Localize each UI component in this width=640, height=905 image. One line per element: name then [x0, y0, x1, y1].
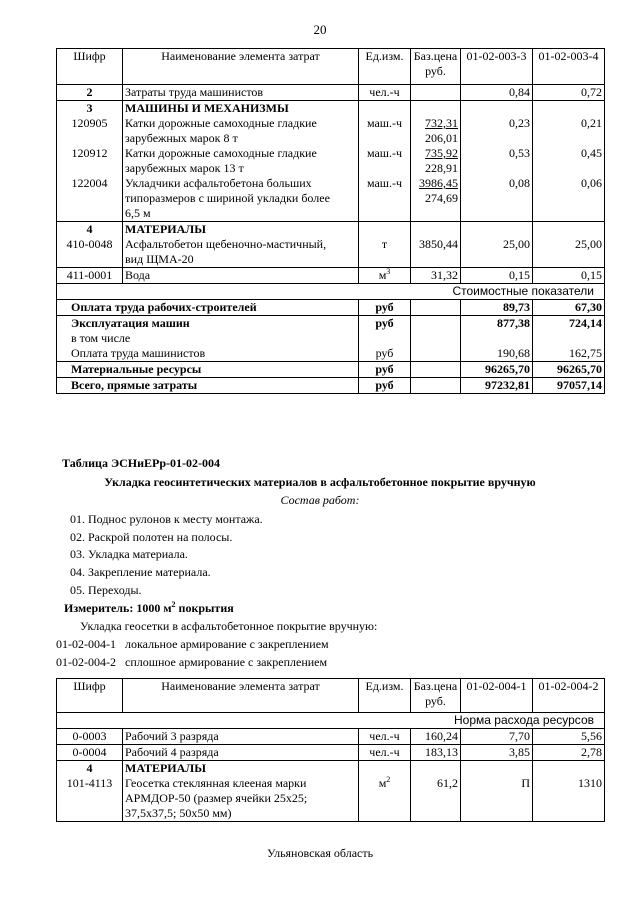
- cost-label: Материальные ресурсы: [57, 362, 359, 378]
- row-code: 2: [57, 85, 123, 101]
- table-row: [57, 729, 605, 745]
- row-name-line: типоразмеров с шириной укладки более: [125, 191, 330, 205]
- row-price: [411, 146, 461, 176]
- row-unit: [359, 268, 411, 284]
- header-code: Шифр: [57, 679, 123, 713]
- unit-superscript: 3: [386, 267, 391, 276]
- section-name: МАТЕРИАЛЫ: [123, 761, 359, 777]
- row-value-a: 25,00: [461, 237, 533, 268]
- empty-cell: [411, 331, 461, 346]
- unit-text: м: [378, 268, 387, 282]
- row-price: 61,2: [411, 776, 461, 822]
- resource-table-2: [56, 678, 605, 822]
- empty-cell: [533, 101, 605, 117]
- cost-value-b: 724,14: [533, 316, 605, 332]
- empty-cell: [461, 761, 533, 777]
- row-price: 3850,44: [411, 237, 461, 268]
- row-price: [411, 85, 461, 101]
- variant-code: 01-02-004-2: [56, 655, 116, 669]
- header-price: Баз.цена руб.: [411, 49, 461, 85]
- row-unit: маш.-ч: [359, 146, 411, 176]
- table-row: [57, 776, 605, 822]
- row-name: [123, 237, 359, 268]
- table-row: [57, 745, 605, 761]
- composition-label: Состав работ:: [280, 493, 360, 507]
- row-name-line: зарубежных марок 13 т: [125, 161, 244, 175]
- row-code: 101-4113: [57, 776, 123, 822]
- row-value-b: 0,45: [533, 146, 605, 176]
- empty-cell: [461, 222, 533, 238]
- row-name-line: Катки дорожные самоходные гладкие: [125, 116, 317, 130]
- empty-cell: [533, 331, 605, 346]
- table-row: [57, 237, 605, 268]
- section-name: МАТЕРИАЛЫ: [123, 222, 359, 238]
- row-name: Затраты труда машинистов: [123, 85, 359, 101]
- cost-label: Всего, прямые затраты: [57, 378, 359, 394]
- row-value-b: 25,00: [533, 237, 605, 268]
- table-row: [57, 268, 605, 284]
- section-row-machines: [57, 101, 605, 117]
- work-step: 02. Раскрой полотен на полосы.: [70, 530, 233, 544]
- section-code: 4: [57, 761, 123, 777]
- cost-value-b: 97057,14: [533, 378, 605, 394]
- price-secondary: 206,01: [425, 131, 458, 145]
- row-price: 183,13: [411, 745, 461, 761]
- page-number: 20: [313, 22, 327, 37]
- meter-superscript: 2: [171, 600, 176, 609]
- row-code: 0-0004: [57, 745, 123, 761]
- row-value-a: 0,08: [461, 176, 533, 222]
- intro-line: Укладка геосетки в асфальтобетонное покрытие вручную:: [80, 619, 378, 633]
- header-code: Шифр: [57, 49, 123, 85]
- row-name: Рабочий 4 разряда: [123, 745, 359, 761]
- price-secondary: 274,69: [425, 191, 458, 205]
- empty-cell: [411, 761, 461, 777]
- norm-header: Норма расхода ресурсов: [57, 713, 605, 729]
- empty-cell: [411, 222, 461, 238]
- cost-unit: руб: [359, 362, 411, 378]
- row-value-b: 1310: [533, 776, 605, 822]
- row-unit: маш.-ч: [359, 176, 411, 222]
- header-col-b: 01-02-003-4: [533, 49, 605, 85]
- row-price: [411, 176, 461, 222]
- row-unit: чел.-ч: [359, 729, 411, 745]
- row-price: [411, 116, 461, 146]
- cost-label: Оплата труда рабочих-строителей: [57, 300, 359, 316]
- cost-label: Оплата труда машинистов: [57, 346, 359, 362]
- section-row-materials: [57, 761, 605, 777]
- row-code: 120912: [57, 146, 123, 176]
- row-name-line: 6,5 м: [125, 206, 151, 220]
- empty-cell: [533, 761, 605, 777]
- cost-row: [57, 316, 605, 332]
- cost-header-row: [57, 284, 605, 300]
- row-value-b: 0,15: [533, 268, 605, 284]
- table-row: [57, 116, 605, 146]
- row-value-a: П: [461, 776, 533, 822]
- row-unit: чел.-ч: [359, 745, 411, 761]
- section-name: МАШИНЫ И МЕХАНИЗМЫ: [123, 101, 359, 117]
- cost-value-a: 96265,70: [461, 362, 533, 378]
- price-primary: 732,31: [425, 116, 458, 130]
- row-code: 411-0001: [57, 268, 123, 284]
- row-name-line: Катки дорожные самоходные гладкие: [125, 146, 317, 160]
- row-name-line: 37,5х37,5; 50х50 мм): [125, 806, 232, 820]
- row-code: 122004: [57, 176, 123, 222]
- empty-cell: [411, 346, 461, 362]
- variant-line: [56, 655, 327, 670]
- resource-table-1: [56, 48, 605, 394]
- cost-unit: руб: [359, 300, 411, 316]
- header-col-a: 01-02-003-3: [461, 49, 533, 85]
- cost-value-a: 190,68: [461, 346, 533, 362]
- table-row: [57, 176, 605, 222]
- row-name: [123, 776, 359, 822]
- row-name-line: Асфальтобетон щебеночно-мастичный,: [125, 237, 327, 251]
- cost-row: [57, 346, 605, 362]
- cost-unit: руб: [359, 316, 411, 332]
- row-code: 0-0003: [57, 729, 123, 745]
- row-name: [123, 146, 359, 176]
- row-value-a: 0,23: [461, 116, 533, 146]
- cost-unit: руб: [359, 346, 411, 362]
- empty-cell: [411, 316, 461, 332]
- empty-cell: [461, 331, 533, 346]
- empty-cell: [359, 222, 411, 238]
- row-value-a: 0,84: [461, 85, 533, 101]
- cost-row: [57, 331, 605, 346]
- cost-value-b: 162,75: [533, 346, 605, 362]
- unit-text: м: [378, 776, 387, 790]
- row-unit: [359, 776, 411, 822]
- price-secondary: 228,91: [425, 161, 458, 175]
- cost-header: Стоимостные показатели: [57, 284, 605, 300]
- cost-row: [57, 378, 605, 394]
- cost-value-a: 89,73: [461, 300, 533, 316]
- cost-row: [57, 300, 605, 316]
- row-name: Рабочий 3 разряда: [123, 729, 359, 745]
- row-name-line: АРМДОР-50 (размер ячейки 25х25;: [125, 791, 308, 805]
- empty-cell: [411, 101, 461, 117]
- row-value-b: 5,56: [533, 729, 605, 745]
- cost-value-a: 97232,81: [461, 378, 533, 394]
- row-name-line: Укладчики асфальтобетона больших: [125, 176, 312, 190]
- section-heading: Укладка геосинтетических материалов в асфальтобетонное покрытие вручную: [104, 475, 536, 489]
- price-primary: 3986,45: [419, 176, 458, 190]
- row-unit: маш.-ч: [359, 116, 411, 146]
- empty-cell: [533, 222, 605, 238]
- section-code: 3: [57, 101, 123, 117]
- row-name: [123, 176, 359, 222]
- header-price: Баз.цена руб.: [411, 679, 461, 713]
- empty-cell: [411, 300, 461, 316]
- work-step: 03. Укладка материала.: [70, 547, 188, 561]
- section-row-materials: [57, 222, 605, 238]
- section-code: 4: [57, 222, 123, 238]
- header-unit: Ед.изм.: [359, 49, 411, 85]
- cost-unit: руб: [359, 378, 411, 394]
- meter-prefix: Измеритель: 1000 м: [64, 601, 172, 615]
- cost-value-a: 877,38: [461, 316, 533, 332]
- empty-cell: [359, 761, 411, 777]
- row-code: 410-0048: [57, 237, 123, 268]
- cost-label: в том числе: [57, 331, 359, 346]
- row-name: [123, 116, 359, 146]
- row-value-b: 0,72: [533, 85, 605, 101]
- table-row: [57, 85, 605, 101]
- cost-row: [57, 362, 605, 378]
- row-code: 120905: [57, 116, 123, 146]
- row-price: 160,24: [411, 729, 461, 745]
- cost-label: Эксплуатация машин: [57, 316, 359, 332]
- row-value-b: 0,21: [533, 116, 605, 146]
- variant-line: [56, 637, 329, 652]
- price-primary: 735,92: [425, 146, 458, 160]
- norm-header-row: [57, 713, 605, 729]
- row-value-b: 2,78: [533, 745, 605, 761]
- empty-cell: [359, 331, 411, 346]
- header-col-b: 01-02-004-2: [533, 679, 605, 713]
- row-name-line: зарубежных марок 8 т: [125, 131, 238, 145]
- row-value-b: 0,06: [533, 176, 605, 222]
- header-name: Наименование элемента затрат: [123, 679, 359, 713]
- row-value-a: 7,70: [461, 729, 533, 745]
- cost-value-b: 96265,70: [533, 362, 605, 378]
- meter-line: [64, 601, 234, 616]
- variant-text: локальное армирование с закреплением: [125, 637, 329, 651]
- unit-superscript: 2: [386, 775, 391, 784]
- empty-cell: [411, 378, 461, 394]
- row-price: 31,32: [411, 268, 461, 284]
- cost-value-b: 67,30: [533, 300, 605, 316]
- work-step: 04. Закрепление материала.: [70, 565, 211, 579]
- table-title: Таблица ЭСНиЕРр-01-02-004: [62, 456, 221, 470]
- row-value-a: 0,53: [461, 146, 533, 176]
- row-name-line: Геосетка стеклянная клееная марки: [125, 776, 307, 790]
- empty-cell: [359, 101, 411, 117]
- empty-cell: [411, 362, 461, 378]
- meter-suffix: покрытия: [175, 601, 234, 615]
- row-value-a: 3,85: [461, 745, 533, 761]
- row-unit: т: [359, 237, 411, 268]
- row-unit: чел.-ч: [359, 85, 411, 101]
- variant-code: 01-02-004-1: [56, 637, 116, 651]
- footer-region: Ульяновская область: [266, 846, 374, 860]
- work-step: 01. Поднос рулонов к месту монтажа.: [70, 512, 263, 526]
- row-value-a: 0,15: [461, 268, 533, 284]
- work-step: 05. Переходы.: [70, 583, 142, 597]
- header-unit: Ед.изм.: [359, 679, 411, 713]
- empty-cell: [461, 101, 533, 117]
- variant-text: сплошное армирование с закреплением: [125, 655, 328, 669]
- row-name-line: вид ЩМА-20: [125, 252, 194, 266]
- table-row: [57, 146, 605, 176]
- header-name: Наименование элемента затрат: [123, 49, 359, 85]
- row-name: Вода: [123, 268, 359, 284]
- header-col-a: 01-02-004-1: [461, 679, 533, 713]
